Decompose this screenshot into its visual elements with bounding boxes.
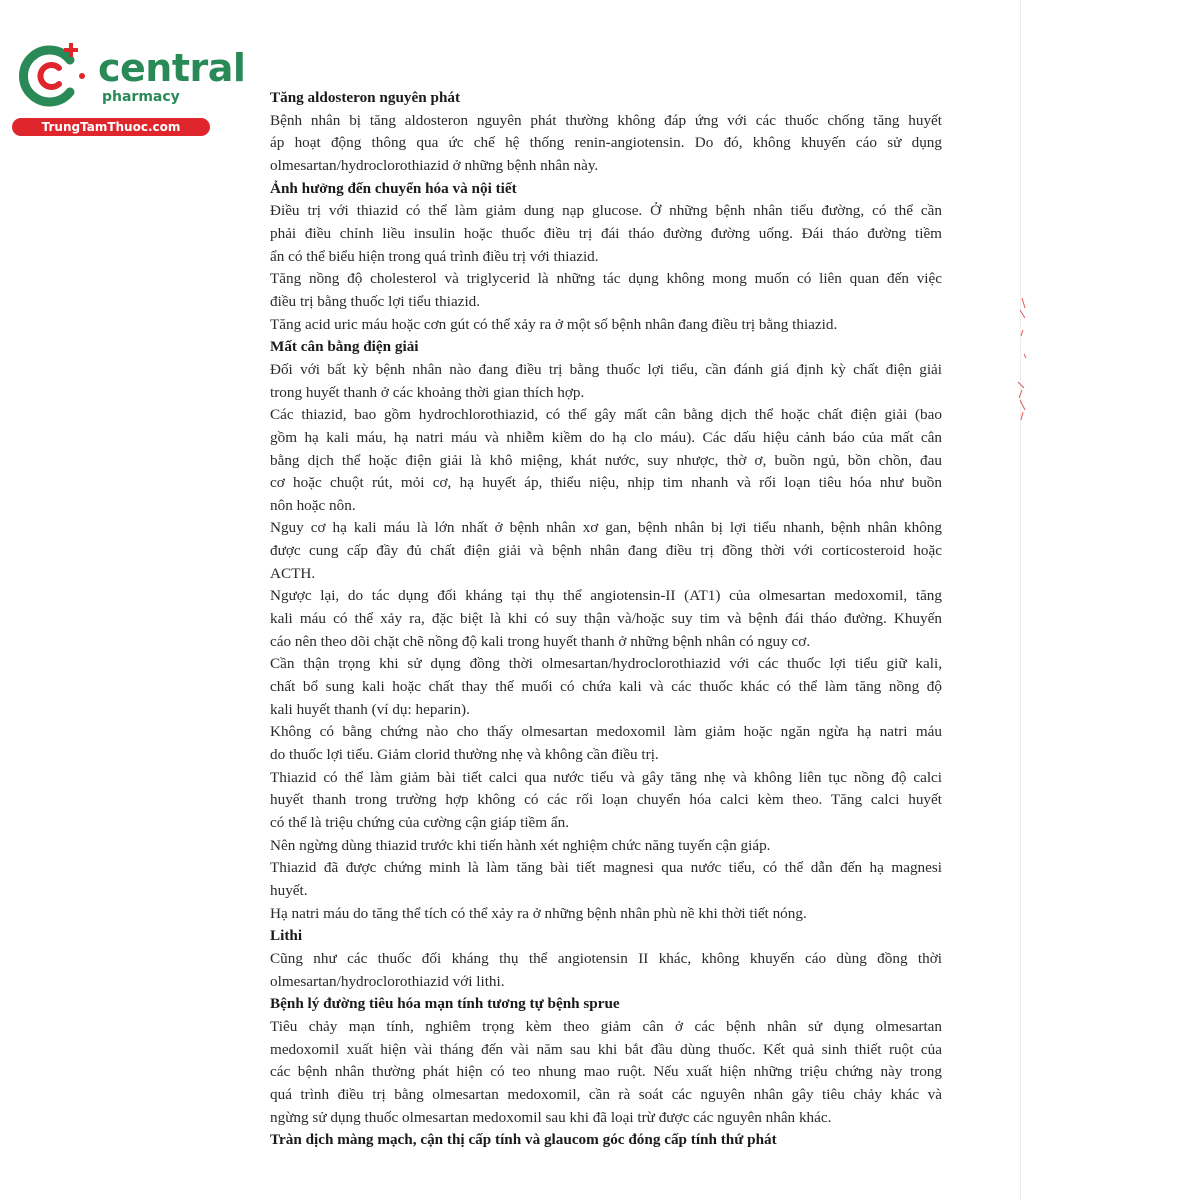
text-line: huyết. xyxy=(270,881,308,899)
brand-name: central xyxy=(98,46,246,90)
text-line: kali huyết thanh (ví dụ: heparin). xyxy=(270,700,470,718)
section-heading: Mất cân bằng điện giải xyxy=(270,338,419,356)
text-line: gồm hạ kali máu, hạ natri máu và nhiễm kiềm do hạ clo máu). Các dấu hiệu cảnh báo của mất cân xyxy=(270,428,942,446)
document-body xyxy=(270,87,942,1152)
text-line: olmesartan/hydroclorothiazid với lithi. xyxy=(270,972,505,990)
section-heading: Ảnh hưởng đến chuyển hóa và nội tiết xyxy=(270,179,517,197)
text-line: được cung cấp đầy đủ chất điện giải và bệnh nhân đang điều trị đồng thời với corticosteroid hoặc xyxy=(270,542,942,560)
text-line: trong huyết thanh ở các khoảng thời gian thích hợp. xyxy=(270,383,585,401)
text-line: ẩn có thể biểu hiện trong quá trình điều trị với thiazid. xyxy=(270,247,599,265)
text-line: cáo nên theo dõi chặt chẽ nồng độ kali trong huyết thanh ở những bệnh nhân có nguy cơ. xyxy=(270,632,811,650)
section-heading: Tăng aldosteron nguyên phát xyxy=(270,89,461,106)
text-line: nôn hoặc nôn. xyxy=(270,496,356,514)
text-line: Nguy cơ hạ kali máu là lớn nhất ở bệnh nhân xơ gan, bệnh nhân bị lợi tiểu nhanh, bệnh nhân không xyxy=(270,519,942,537)
text-line: ngừng sử dụng thuốc olmesartan medoxomil sau khi đã loại trừ được các nguyên nhân khác. xyxy=(270,1108,832,1126)
text-line: có thể là triệu chứng của cường cận giáp tiềm ẩn. xyxy=(270,814,570,831)
text-line: các bệnh nhân thường phát hiện có teo nhung mao ruột. Nếu xuất hiện những triệu chứng này trong xyxy=(270,1063,942,1081)
text-line: Tăng acid uric máu hoặc cơn gút có thể xảy ra ở một số bệnh nhân đang điều trị bằng thiazid. xyxy=(270,315,838,333)
text-line: do thuốc lợi tiểu. Giảm clorid thường nhẹ và không cần điều trị. xyxy=(270,746,659,764)
text-line: kali máu có thể xảy ra, đặc biệt là khi có suy thận và/hoặc suy tim và bệnh đái tháo đường. Khuyến xyxy=(270,610,942,628)
text-line: Điều trị với thiazid có thể làm giảm dung nạp glucose. Ở những bệnh nhân tiểu đường, có thể cần xyxy=(270,202,942,220)
text-line: Cần thận trọng khi sử dụng đồng thời olmesartan/hydroclorothiazid với các thuốc lợi tiểu giữ kali, xyxy=(270,655,942,673)
brand-subtitle: pharmacy xyxy=(102,89,180,105)
text-line: áp hoạt động thông qua ức chế hệ thống renin-angiotensin. Do đó, không khuyến cáo sử dụng xyxy=(270,134,942,152)
page-edge-line xyxy=(1020,0,1021,1200)
text-line: Tăng nồng độ cholesterol và triglycerid là những tác dụng không mong muốn có liên quan đến việc xyxy=(270,270,942,288)
text-line: chất bổ sung kali hoặc chất thay thế muối có chứa kali và các thuốc khác có thể làm tăng nồng độ xyxy=(270,678,942,696)
text-line: Hạ natri máu do tăng thể tích có thể xảy ra ở những bệnh nhân phù nề khi thời tiết nóng. xyxy=(270,904,807,922)
text-line: olmesartan/hydroclorothiazid ở những bệnh nhân này. xyxy=(270,156,599,174)
text-line: Bệnh nhân bị tăng aldosteron nguyên phát thường không đáp ứng với các thuốc chống tăng huyết xyxy=(270,111,942,129)
text-line: Ngược lại, do tác dụng đối kháng tại thụ thể angiotensin-II (AT1) của olmesartan medoxomil, tăng xyxy=(270,587,942,605)
central-pharmacy-logo-icon xyxy=(12,40,92,110)
text-line: Nên ngừng dùng thiazid trước khi tiến hành xét nghiệm chức năng tuyến cận giáp. xyxy=(270,836,771,854)
section-heading: Tràn dịch màng mạch, cận thị cấp tính và glaucom góc đóng cấp tính thứ phát xyxy=(270,1131,777,1149)
brand-url-badge[interactable]: TrungTamThuoc.com xyxy=(12,118,210,136)
text-line: Cũng như các thuốc đối kháng thụ thể angiotensin II khác, không khuyến cáo dùng đồng thời xyxy=(270,949,942,967)
text-line: Tiêu chảy mạn tính, nghiêm trọng kèm theo giảm cân ở các bệnh nhân sử dụng olmesartan xyxy=(270,1017,942,1035)
text-line: Không có bằng chứng nào cho thấy olmesartan medoxomil làm giảm hoặc ngăn ngừa hạ natri máu xyxy=(270,723,942,741)
text-line: Các thiazid, bao gồm hydrochlorothiazid, có thể gây mất cân bằng dịch thể hoặc chất điện giải (bao xyxy=(270,406,942,424)
text-line: Thiazid đã được chứng minh là làm tăng bài tiết magnesi qua nước tiểu, có thể dẫn đến hạ magnesi xyxy=(270,859,942,877)
text-line: medoxomil xuất hiện vài tháng đến vài năm sau khi bắt đầu dùng thuốc. Kết quả sinh thiết ruột của xyxy=(270,1040,942,1058)
brand-logo xyxy=(12,40,246,136)
text-line: cơ hoặc chuột rút, mỏi cơ, hạ huyết áp, thiểu niệu, nhịp tim nhanh và rối loạn tiêu hóa như buồn xyxy=(270,474,942,492)
text-line: bằng dịch thể hoặc điện giải là khô miệng, khát nước, suy nhược, thờ ơ, buồn ngủ, bồn chồn, đau xyxy=(270,451,942,469)
section-heading: Bệnh lý đường tiêu hóa mạn tính tương tự bệnh sprue xyxy=(270,995,620,1013)
text-line: phải điều chỉnh liều insulin hoặc thuốc điều trị đái tháo đường đường uống. Đái tháo đường tiềm xyxy=(270,224,942,242)
text-line: quá trình điều trị bằng olmesartan medoxomil, cần rà soát các nguyên nhân gây tiêu chảy khác và xyxy=(270,1085,942,1103)
margin-stamp-marks-icon xyxy=(1004,290,1034,430)
text-line: Thiazid có thể làm giảm bài tiết calci qua nước tiểu và gây tăng nhẹ và không liên tục nồng độ calci xyxy=(270,768,942,786)
text-line: ACTH. xyxy=(270,564,316,582)
text-line: huyết thanh trong trường hợp không có các rối loạn chuyển hóa calci kèm theo. Tăng calci huyết xyxy=(270,791,942,809)
text-line: Đối với bất kỳ bệnh nhân nào đang điều trị bằng thuốc lợi tiểu, cần đánh giá định kỳ chất điện giải xyxy=(270,360,942,378)
text-line: điều trị bằng thuốc lợi tiểu thiazid. xyxy=(270,292,481,310)
section-heading: Lithi xyxy=(270,927,303,945)
